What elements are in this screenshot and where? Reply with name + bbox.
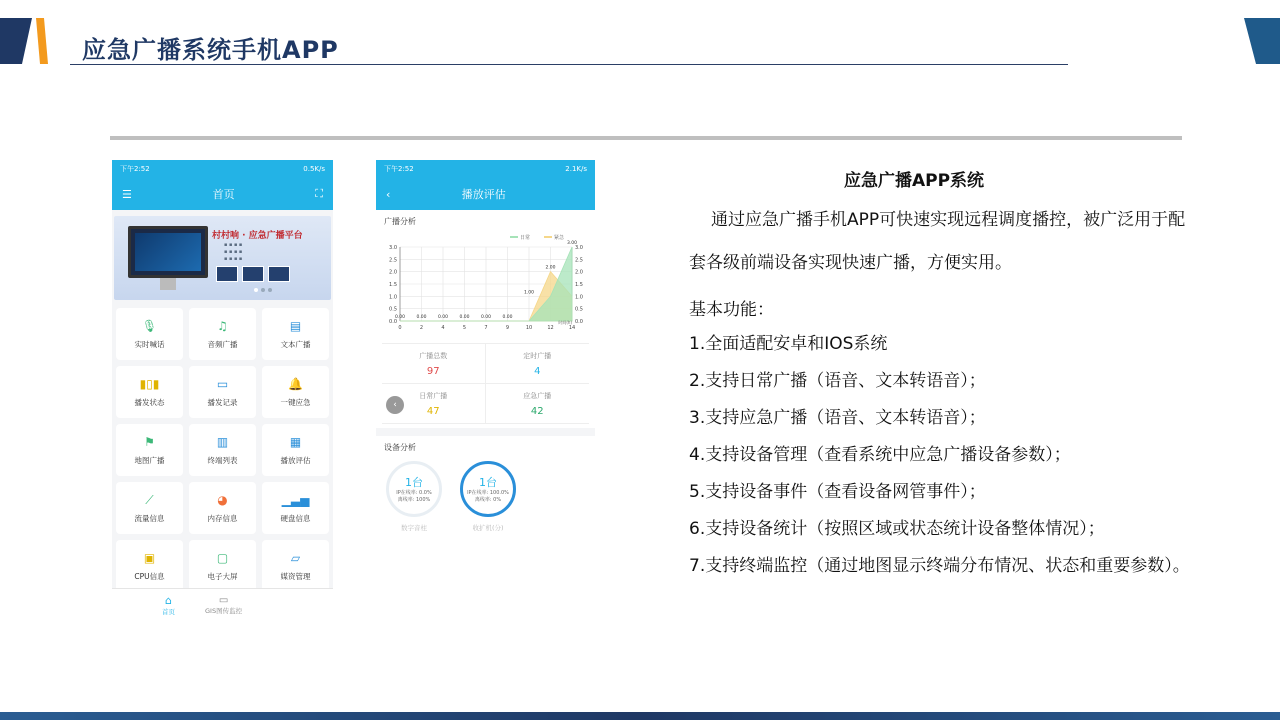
device-offline-rate: 离线率: 0% [474,497,502,503]
monitor-image [128,226,208,278]
cpu-icon: ▣ [143,550,156,565]
tile-terminal-list[interactable] [189,424,256,476]
feature-item: 6.支持设备统计（按照区域或状态统计设备整体情况）； [689,519,1105,539]
y-tick-label: 1.5 [389,282,397,288]
stat-scheduled[interactable] [486,344,590,384]
bell-icon: 🔔 [288,376,303,391]
tile-label: CPU信息 [134,571,165,581]
tab-gis-monitor[interactable] [205,589,242,620]
banner-title: 村村响 · 应急广播平台 [212,231,303,241]
scan-icon[interactable]: ⛶ [315,187,323,200]
stat-label: 日常广播 [419,391,448,400]
tile-big-screen[interactable] [189,540,256,592]
data-label: 0.00 [394,315,406,320]
stat-emergency[interactable] [486,384,590,424]
device-ring [460,461,516,517]
x-tick-label: 2 [419,325,424,331]
banner[interactable] [114,216,331,300]
tile-map-broadcast[interactable] [116,424,183,476]
device-rings [376,455,595,538]
legend-label: 紧急 [554,235,565,241]
x-tick-label: 7 [484,325,488,331]
chevron-left-icon[interactable]: ‹ [386,396,404,414]
stat-value: 42 [530,405,544,417]
corner-decoration-right [1244,18,1280,64]
y-tick-label-right: 0.5 [575,306,583,313]
phone-evaluation-screenshot [376,160,595,652]
stat-value: 47 [426,405,440,417]
status-network: 0.5K/s [303,165,325,173]
tile-audio-broadcast[interactable] [189,308,256,360]
data-label: 0.00 [416,315,427,320]
map-pin-icon: ⚑ [144,434,155,449]
monitor-icon: ▭ [218,594,229,606]
separator [376,428,595,436]
list-icon: ▥ [216,434,229,449]
broadcast-chart [380,229,591,339]
tile-label: 媒资管理 [280,571,311,581]
device-count: 1台 [479,476,497,489]
feature-item: 5.支持设备事件（查看设备网管事件）； [689,482,986,502]
y-tick-label-right: 1.0 [575,294,583,301]
tile-traffic-info[interactable] [116,482,183,534]
tile-broadcast-record[interactable] [189,366,256,418]
device-online-rate: IP在线率: 100.0% [467,490,509,496]
document-icon: ▤ [289,318,302,333]
tab-bar [112,588,333,620]
title-underline [70,64,1068,65]
back-icon[interactable]: ‹ [386,187,391,201]
y-tick-label: 2.0 [389,269,397,276]
intro-line-1: 通过应急广播手机APP可快速实现远程调度播控，被广泛用于配 [711,210,1186,230]
feature-item: 3.支持应急广播（语音、文本转语音）； [689,408,986,428]
y-tick-label: 0.5 [389,306,397,313]
home-icon: ⌂ [165,593,172,607]
device-online-rate: IP在线率: 0.0% [396,490,432,496]
tile-text-broadcast[interactable] [262,308,329,360]
device-ring [386,461,442,517]
banner-thumbnails [216,266,290,282]
status-time: 下午2:52 [384,165,414,173]
stat-total[interactable] [382,344,486,384]
data-label: 3.00 [566,241,578,246]
tile-label: 硬盘信息 [280,513,311,523]
tile-label: 一键应急 [280,397,311,407]
data-label: 2.00 [545,265,556,271]
data-label: 0.00 [480,315,492,320]
nav-title: 首页 [212,188,235,201]
device-name: 数字音柱 [401,524,427,532]
stat-value: 97 [426,365,440,377]
chart-svg [380,229,591,339]
y-tick-label-right: 1.5 [575,282,583,288]
data-label: 0.00 [502,315,513,320]
tab-label: 首页 [162,607,175,616]
screen-icon: ▢ [216,550,229,565]
tile-label: 播发状态 [134,397,165,407]
status-time: 下午2:52 [120,165,150,173]
feature-item: 2.支持日常广播（语音、文本转语音）； [689,371,986,391]
tile-cpu-info[interactable] [116,540,183,592]
tab-home[interactable] [162,589,175,620]
description-block [689,166,1249,593]
tile-realtime-call[interactable] [116,308,183,360]
status-network: 2.1K/s [565,165,587,173]
waveform-icon: ▮▯▮ [139,376,160,391]
basic-functions-label: 基本功能： [689,300,774,320]
data-label: 0.00 [459,315,470,320]
music-file-icon: ♫ [217,318,228,333]
banner-decoration: ▪ ▪ ▪ ▪ ▪ ▪ ▪ ▪ ▪ ▪ ▪ ▪ [224,242,243,262]
y-tick-label: 2.5 [389,257,397,264]
section-device-analysis: 设备分析 [384,443,416,452]
x-axis-label: 时间(h) [558,320,572,325]
nav-bar [376,178,595,210]
tile-one-key-emergency[interactable] [262,366,329,418]
tile-broadcast-status[interactable] [116,366,183,418]
device-name: 收扩机(分) [472,524,504,532]
data-label: 1.00 [523,290,535,296]
corner-decoration-left [0,18,48,64]
legend-label: 日常 [520,235,531,241]
tile-label: 播发记录 [207,397,238,407]
y-tick-label: 0.0 [389,319,397,325]
device-count: 1台 [405,476,423,489]
stat-label: 定时广播 [523,351,552,360]
feature-item: 4.支持设备管理（查看系统中应急广播设备参数）； [689,445,1071,465]
tab-label: GIS图传监控 [205,606,243,615]
section-broadcast-analysis: 广播分析 [384,217,416,226]
tile-label: 音频广播 [207,339,238,349]
tile-label: 电子大屏 [207,571,238,581]
nav-title: 播放评估 [461,188,506,201]
stat-value: 4 [534,365,541,377]
y-tick-label-right: 2.0 [575,269,583,276]
tile-label: 实时喊话 [134,339,165,349]
status-bar [112,160,333,178]
feature-item: 1.全面适配安卓和IOS系统 [689,334,888,354]
tile-memory-info[interactable] [189,482,256,534]
tile-label: 播放评估 [280,455,311,465]
content-heading: 应急广播APP系统 [843,171,985,191]
feature-item: 7.支持终端监控（通过地图显示终端分布情况、状态和重要参数）。 [689,556,1190,576]
x-tick-label: 9 [505,325,510,331]
tile-label: 终端列表 [207,455,238,465]
x-tick-label: 14 [568,325,576,331]
monitor-stand [160,278,176,290]
tile-label: 文本广播 [280,339,311,349]
bar-chart-icon: ▁▃▅ [281,492,310,507]
device-offline-rate: 离线率: 100% [397,497,431,503]
microphone-icon: 🎙 [141,318,158,333]
x-tick-label: 0 [398,325,402,331]
folder-icon: ▱ [290,550,301,565]
page-title: 应急广播系统手机APP [82,36,339,64]
carousel-dots[interactable] [254,288,272,292]
tile-disk-info[interactable] [262,482,329,534]
nav-bar [112,178,333,210]
y-tick-label: 1.0 [389,294,397,301]
stat-label: 广播总数 [419,351,448,360]
tile-media-management[interactable] [262,540,329,592]
intro-paragraph [689,207,1249,277]
menu-icon[interactable]: ☰ [122,187,132,201]
device-amplifier[interactable] [460,461,516,532]
tile-label: 地图广播 [134,455,165,465]
stats-grid [382,343,589,424]
bottom-decoration-bar [0,712,1280,720]
y-tick-label-right: 0.0 [575,319,583,325]
intro-line-2: 套各级前端设备实现快速广播，方便实用。 [689,253,1012,273]
x-tick-label: 5 [462,325,467,331]
x-tick-label: 12 [547,325,554,331]
y-tick-label-right: 2.5 [575,257,583,264]
record-icon: ▭ [216,376,229,391]
section-divider [110,136,1182,140]
x-tick-label: 4 [441,325,445,331]
phone-home-screenshot [112,160,333,620]
x-tick-label: 10 [525,325,533,331]
status-bar [376,160,595,178]
tile-label: 内存信息 [207,513,238,523]
stat-label: 应急广播 [523,391,552,400]
function-grid [112,300,333,620]
feature-list [689,334,1249,576]
y-tick-label-right: 3.0 [575,245,583,251]
data-label: 0.00 [437,315,449,320]
tile-label: 流量信息 [134,513,165,523]
pie-chart-icon: ◕ [217,492,228,507]
line-chart-icon: ⟋ [145,492,154,507]
chart-card-icon: ▦ [289,434,302,449]
y-tick-label: 3.0 [389,245,397,251]
tile-play-evaluation[interactable] [262,424,329,476]
device-digital-column[interactable] [386,461,442,532]
